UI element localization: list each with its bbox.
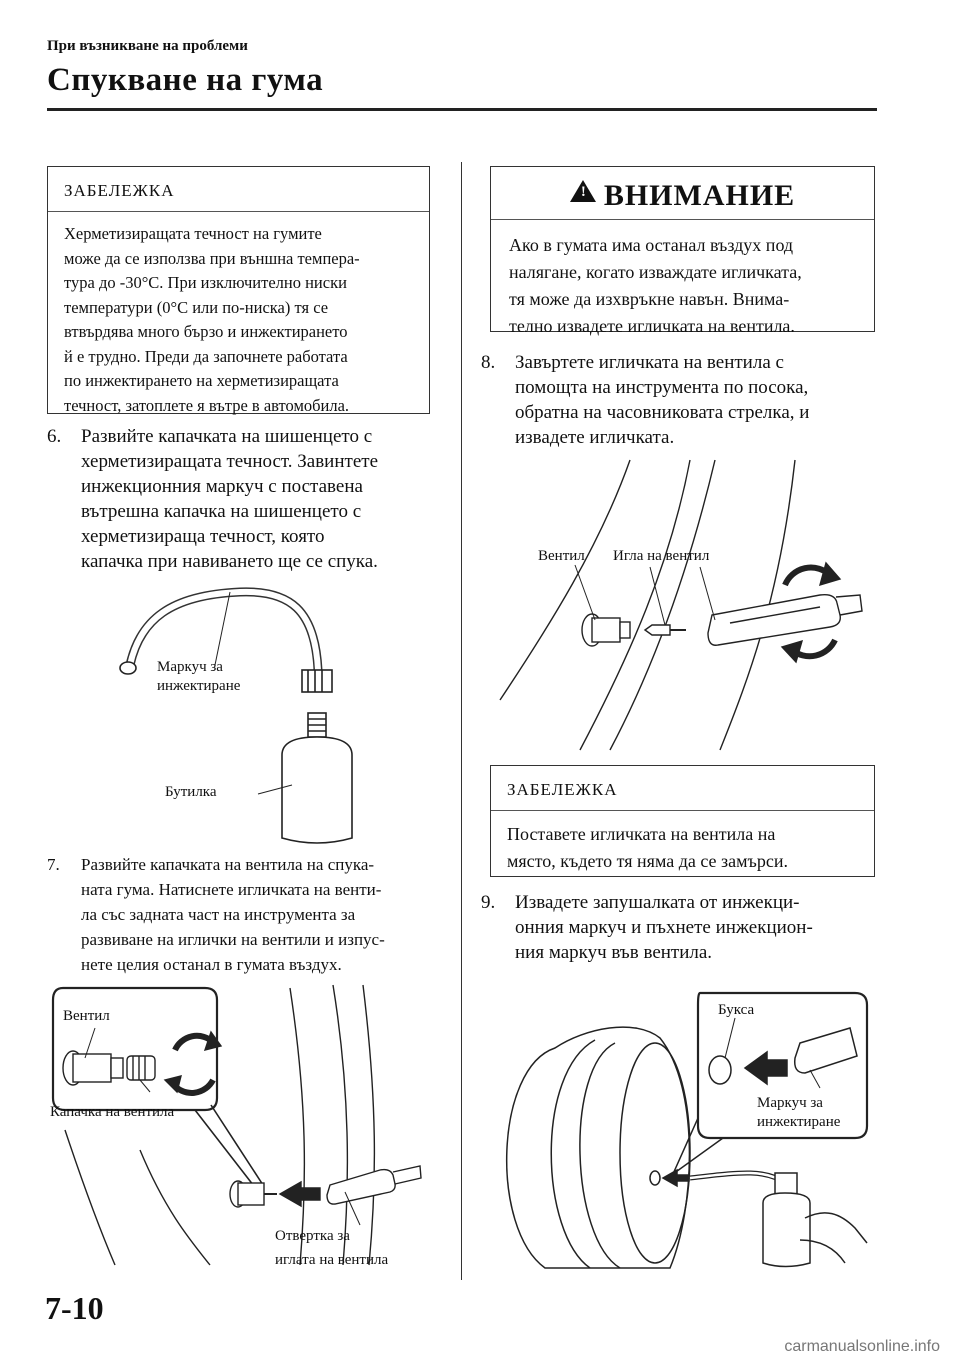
note-line: течност, затоплете я вътре в автомобила. (64, 395, 350, 415)
step-line: ния маркуч във вентила. (515, 942, 713, 963)
warning-icon: ! (570, 180, 596, 202)
step-line: обратна на часовниковата стрелка, и (515, 402, 810, 423)
label-valve-tool (275, 1224, 388, 1272)
warning-line: тя може да изхвръкне навън. Внима- (509, 289, 790, 309)
note-line: й е трудно. Преди да започнете работата (64, 346, 348, 366)
label-valve-needle: Игла на вентил (613, 548, 710, 564)
label-line: иглата на вентила (275, 1252, 389, 1268)
step-number: 6. (47, 426, 62, 447)
step-line: онния маркуч и пъхнете инжекцион- (515, 917, 813, 938)
step-9 (481, 890, 881, 965)
step-line: вътрешна капачка на шишенцето с (81, 501, 362, 522)
label-plug: Букса (718, 1002, 755, 1018)
label-valve: Вентил (63, 1008, 110, 1024)
label-line: Маркуч за (157, 659, 223, 675)
step-line: ната гума. Натиснете игличката на венти- (81, 880, 382, 899)
step-line: Извадете запушалката от инжекци- (515, 892, 800, 913)
step-6 (47, 424, 447, 574)
note-line: по инжектирането на херметизиращата (64, 371, 339, 390)
step-line: капачка при навиването ще се спука. (81, 551, 378, 572)
page-title: Спукване на гума (47, 62, 324, 98)
label-hose (157, 658, 240, 696)
step-number: 9. (481, 892, 496, 913)
step-7 (47, 852, 447, 977)
label-line: Маркуч за (757, 1095, 823, 1111)
watermark: carmanualsonline.info (784, 1338, 940, 1355)
figure-bottle-hose (110, 580, 410, 850)
label-line: инжектиране (157, 678, 241, 694)
label-valve: Вентил (538, 548, 585, 564)
step-number: 8. (481, 352, 496, 373)
page-number: 7-10 (45, 1290, 104, 1326)
warning-line: налягане, когато изваждате игличката, (509, 262, 802, 282)
step-line: извадете игличката. (515, 427, 675, 448)
label-bottle: Бутилка (165, 784, 217, 800)
step-8 (481, 350, 881, 450)
note-line: Поставете игличката на вентила на (507, 824, 776, 844)
warning-heading-text: ВНИМАНИЕ (603, 179, 796, 212)
header-rule (47, 108, 877, 111)
note-box-1 (47, 166, 430, 414)
step-line: инжекционния маркуч с поставена (81, 476, 363, 497)
step-line: Завъртете игличката на вентила с (515, 352, 784, 373)
note-line: температури (0°C или по-ниска) тя се (64, 297, 329, 317)
note-line: място, където тя няма да се замърси. (507, 851, 788, 871)
note-heading: ЗАБЕЛЕЖКА (64, 181, 175, 200)
note-body (48, 212, 429, 430)
column-divider (461, 162, 462, 1280)
note-line: може да се използва при външна темпера- (64, 248, 360, 268)
label-line: инжектиране (757, 1114, 841, 1130)
warning-box (490, 166, 875, 336)
label-hose (757, 1094, 840, 1132)
section-title: При възникване на проблеми (47, 38, 248, 54)
step-line: Развийте капачката на шишенцето с (81, 426, 373, 447)
step-line: Развийте капачката на вентила на спука- (81, 855, 375, 874)
step-number: 7. (47, 855, 60, 874)
step-line: херметизираща течност, която (81, 526, 325, 547)
label-line: Отвертка за (275, 1228, 350, 1244)
step-line: ла със задната част на инструмента за (81, 905, 356, 924)
note-body (491, 811, 874, 887)
warning-line: Ако в гумата има останал въздух под (509, 235, 794, 255)
figure-valve-needle (490, 455, 870, 755)
warning-line: телно извадете игличката на вентила. (509, 316, 795, 336)
label-valve-cap: Капачка на вентила (50, 1104, 175, 1120)
note-line: втвърдява много бързо и инжектирането (64, 322, 348, 341)
step-line: херметизиращата течност. Завинтете (81, 451, 378, 472)
warning-heading (491, 167, 874, 219)
warning-body (491, 220, 874, 354)
note-box-2 (490, 765, 875, 877)
step-line: помощта на инструмента по посока, (515, 377, 809, 398)
note-line: тура до -30°C. При изключително ниски (64, 273, 347, 292)
note-heading: ЗАБЕЛЕЖКА (507, 780, 618, 799)
note-line: Херметизиращата течност на гумите (64, 224, 322, 243)
step-line: нете целия останал в гумата въздух. (81, 955, 342, 974)
step-line: развиване на иглички на вентили и изпус- (81, 930, 385, 949)
